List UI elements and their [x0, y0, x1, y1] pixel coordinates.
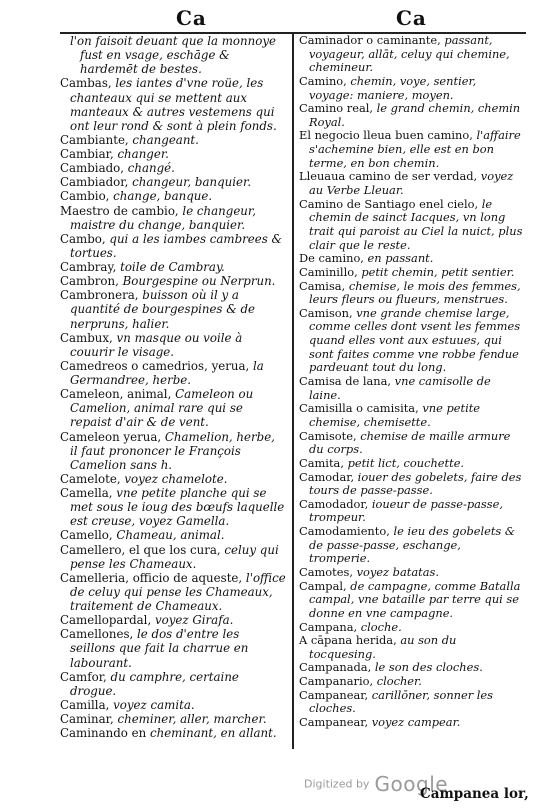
running-head-right: Ca	[396, 6, 427, 30]
entry-definition: changé.	[124, 161, 175, 176]
entry-headword: Camella,	[60, 486, 113, 500]
entry-headword: Camello,	[60, 528, 113, 543]
entry-headword: Campanear,	[299, 687, 369, 702]
entry-definition: la Germandree, herbe.	[70, 358, 264, 387]
entry-definition: iouer des gobelets, faire des tours de passe-passe.	[309, 469, 522, 498]
entry-definition: changeant.	[128, 132, 199, 147]
entry-headword: Camellero, el que los cura,	[60, 542, 221, 557]
entry-headword: Camisa de lana,	[299, 374, 392, 389]
entry-headword: Camedreos o camedrios, yerua,	[60, 358, 250, 373]
entry-headword: Caminando en	[60, 726, 147, 741]
entry-headword: Cambiador,	[60, 175, 129, 190]
entry-definition: clocher.	[373, 674, 422, 689]
entry-headword: Camotes,	[299, 564, 353, 579]
dictionary-entry	[299, 675, 524, 689]
entry-definition: les iantes d'vne roüe, les chanteaux qui se mettent aux manteaux & autres vestemens qui ont leur rond & sont à plein fonds.	[70, 76, 277, 133]
dictionary-entry	[60, 34, 286, 76]
entry-headword: Campanada,	[299, 660, 372, 675]
dictionary-entry	[60, 204, 286, 232]
entry-headword: Camfor,	[60, 669, 107, 684]
dictionary-entry	[60, 288, 286, 330]
dictionary-entry	[60, 613, 286, 627]
running-head-left: Ca	[176, 6, 207, 30]
entry-headword: Cambiar,	[60, 147, 114, 161]
entry-headword: Cambiado,	[60, 161, 125, 176]
dictionary-entry	[299, 661, 524, 675]
entry-definition: voyez camita.	[109, 697, 195, 712]
dictionary-entry	[299, 266, 524, 280]
entry-definition: le changeur, maistre du change, banquier.	[70, 203, 256, 232]
dictionary-entry	[60, 359, 286, 387]
dictionary-entry	[299, 375, 524, 402]
entry-definition: vne camisolle de laine.	[309, 374, 491, 402]
entry-definition: vne petite chemise, chemisette.	[309, 401, 481, 429]
dictionary-entry	[299, 621, 524, 635]
right-column	[299, 34, 524, 730]
dictionary-entry	[60, 712, 286, 726]
entry-definition: petit chemin, petit sentier.	[357, 264, 515, 279]
watermark-brand: Google	[374, 772, 449, 796]
entry-definition: vne grande chemise large, comme celles dont vsent les femmes quand elles vont aux estuues, qui sont faites comme vne robbe fendue pardeuant tout du long.	[309, 305, 521, 375]
entry-definition: cloche.	[357, 619, 402, 634]
entry-headword: Camisilla o camisita,	[299, 401, 419, 416]
column-divider	[292, 34, 294, 749]
entry-headword: Cambiante,	[60, 132, 129, 147]
entry-headword: Camita,	[299, 455, 344, 470]
entry-definition: cheminant, en allant.	[146, 726, 277, 741]
entry-definition: voyez Girafa.	[151, 613, 234, 628]
dictionary-entry	[299, 102, 524, 129]
entry-headword: Caminador o caminante,	[299, 33, 441, 47]
entry-definition: Bourgespine ou Nerprun.	[118, 274, 276, 289]
dictionary-entry	[60, 486, 286, 528]
entry-definition: toile de Cambray.	[116, 260, 225, 274]
entry-definition: petit lict, couchette.	[343, 455, 465, 470]
watermark-prefix: Digitized by	[304, 777, 370, 791]
entry-definition: vn masque ou voile à couurir le visage.	[70, 330, 243, 359]
dictionary-entry	[60, 147, 286, 161]
dictionary-entry	[60, 232, 286, 260]
dictionary-entry	[60, 627, 286, 669]
entry-definition: de campagne, comme Batalla campal, vne bataille par terre qui se donne en vne campagne.	[309, 578, 521, 620]
entry-definition: le ieu des gobelets & de passe-passe, eschange, tromperie.	[309, 524, 516, 566]
entry-definition: ioueur de passe-passe, trompeur.	[309, 496, 503, 525]
entry-headword: Campanario,	[299, 674, 374, 689]
entry-headword: Camisa,	[299, 278, 346, 293]
entry-definition: Cameleon ou Camelion, animal rare qui se repaist d'air & de vent.	[70, 387, 254, 430]
entry-definition: le son des cloches.	[371, 660, 483, 675]
dictionary-entry	[299, 525, 524, 566]
entry-headword: A cāpana herida,	[299, 633, 397, 648]
entry-headword: Cameleon, animal,	[60, 387, 172, 402]
entry-headword: Camino de Santiago enel cielo,	[299, 196, 479, 211]
entry-definition: Chamelion, herbe, il faut prononcer le François Camelion sans h.	[70, 429, 275, 472]
entry-headword: Cambron,	[60, 274, 119, 289]
entry-definition: vne petite planche qui se met sous le ioug des bœufs laquelle est creuse, voyez Gamella.	[70, 486, 285, 529]
dictionary-entry	[299, 430, 524, 457]
dictionary-entry	[60, 571, 286, 613]
entry-headword: Campana,	[299, 619, 358, 634]
dictionary-entry	[299, 471, 524, 498]
dictionary-entry	[299, 75, 524, 102]
entry-headword: Camelote,	[60, 471, 121, 486]
entry-definition: le dos d'entre les seillons que fait la charrue en labourant.	[70, 627, 249, 670]
entry-headword: Camodador,	[299, 496, 369, 511]
entry-definition: voyez campear.	[368, 715, 461, 730]
entry-headword: Camino real,	[299, 101, 374, 116]
entry-definition: au son du tocquesing.	[309, 633, 457, 661]
dictionary-entry	[299, 170, 524, 197]
dictionary-entry	[60, 472, 286, 486]
dictionary-entry	[60, 274, 286, 288]
entry-headword: Cambray,	[60, 260, 117, 274]
entry-headword: Camelleria, officio de aqueste,	[60, 570, 243, 585]
entry-definition: le chemin de sainct Iacques, vn long trait qui paroist au Ciel la nuict, plus clair que le reste.	[309, 196, 523, 252]
left-column	[60, 34, 286, 740]
entry-headword: Cambo,	[60, 231, 106, 246]
dictionary-entry	[60, 189, 286, 203]
entry-headword: Camellones,	[60, 627, 134, 642]
entry-definition: en passant.	[363, 251, 434, 266]
entry-headword: Lleuaua camino de ser verdad,	[299, 169, 478, 184]
dictionary-entry	[299, 402, 524, 429]
entry-definition: carillōner, sonner les cloches.	[309, 687, 494, 716]
entry-headword: Cambux,	[60, 330, 113, 345]
entry-definition: passant, voyageur, allāt, celuy qui chemine, chemineur.	[309, 33, 510, 75]
dictionary-entry	[299, 307, 524, 375]
entry-headword: Camodamiento,	[299, 524, 390, 539]
entry-definition: voyez au Verbe Lleuar.	[309, 169, 514, 198]
dictionary-entry	[299, 498, 524, 525]
dictionary-entry	[299, 580, 524, 621]
entry-definition: buisson où il y a quantité de bourgespines & de nerpruns, halier.	[70, 288, 256, 331]
entry-definition: l'on faisoit deuant que la monnoye fust en vsage, eschāge & hardemēt de bestes.	[70, 34, 276, 77]
dictionary-entry	[60, 726, 286, 740]
dictionary-entry	[299, 252, 524, 266]
dictionary-entry	[60, 161, 286, 175]
catchword: Campanea lor,	[420, 786, 529, 802]
entry-definition: chemise, le mois des femmes, leurs fleurs ou flueurs, menstrues.	[309, 278, 521, 307]
entry-headword: Camison,	[299, 305, 353, 320]
dictionary-entry	[60, 543, 286, 571]
entry-headword: Cameleon yerua,	[60, 429, 162, 444]
dictionary-entry	[60, 698, 286, 712]
entry-definition: le grand chemin, chemin Royal.	[309, 101, 521, 129]
dictionary-entry	[60, 331, 286, 359]
dictionary-entry	[299, 280, 524, 307]
dictionary-entry	[299, 716, 524, 730]
dictionary-entry	[60, 76, 286, 133]
entry-definition: qui a les iambes cambrees & tortues.	[70, 231, 283, 260]
entry-headword: Caminillo,	[299, 264, 358, 279]
entry-headword: Cambronera,	[60, 288, 139, 303]
entry-headword: De camino,	[299, 251, 364, 266]
dictionary-entry	[60, 260, 286, 274]
dictionary-entry	[60, 430, 286, 472]
dictionary-entry	[299, 34, 524, 75]
dictionary-entry	[60, 133, 286, 147]
entry-headword: El negocio lleua buen camino,	[299, 128, 473, 143]
dictionary-entry	[60, 175, 286, 189]
dictionary-entry	[299, 689, 524, 716]
entry-headword: Cambio,	[60, 189, 110, 204]
entry-definition: l'office de celuy qui pense les Chameaux, traitement de Chameaux.	[70, 570, 286, 613]
entry-headword: Camilla,	[60, 697, 110, 712]
entry-definition: l'affaire s'achemine bien, elle est en bon terme, en bon chemin.	[309, 128, 521, 170]
entry-headword: Cambas,	[60, 76, 112, 91]
dictionary-entry	[299, 457, 524, 471]
entry-definition: change, banque.	[109, 189, 213, 204]
entry-headword: Campanear,	[299, 715, 369, 730]
entry-headword: Campal,	[299, 578, 347, 593]
entry-definition: changer.	[113, 147, 169, 161]
dictionary-entry	[299, 634, 524, 661]
entry-definition: changeur, banquier.	[128, 175, 252, 190]
entry-headword: Camisote,	[299, 428, 357, 443]
dictionary-entry	[60, 387, 286, 429]
entry-headword: Camino,	[299, 73, 347, 88]
dictionary-entry	[299, 198, 524, 253]
entry-headword: Camodar,	[299, 469, 355, 484]
dictionary-entry	[299, 566, 524, 580]
dictionary-entry	[60, 528, 286, 542]
entry-headword: Maestro de cambio,	[60, 203, 179, 218]
dictionary-entry	[299, 129, 524, 170]
entry-definition: cheminer, aller, marcher.	[113, 712, 267, 726]
dictionary-entry	[60, 670, 286, 698]
entry-headword: Camellopardal,	[60, 613, 152, 628]
entry-definition: voyez chamelote.	[120, 471, 228, 486]
entry-headword: Caminar,	[60, 712, 114, 726]
entry-definition: du camphre, certaine drogue.	[70, 669, 239, 698]
entry-definition: voyez batatas.	[352, 564, 439, 579]
entry-definition: celuy qui pense les Chameaux.	[70, 542, 279, 571]
entry-definition: Chameau, animal.	[112, 528, 225, 543]
entry-definition: chemin, voye, sentier, voyage: maniere, moyen.	[309, 73, 477, 102]
entry-definition: chemise de maille armure du corps.	[309, 428, 511, 457]
